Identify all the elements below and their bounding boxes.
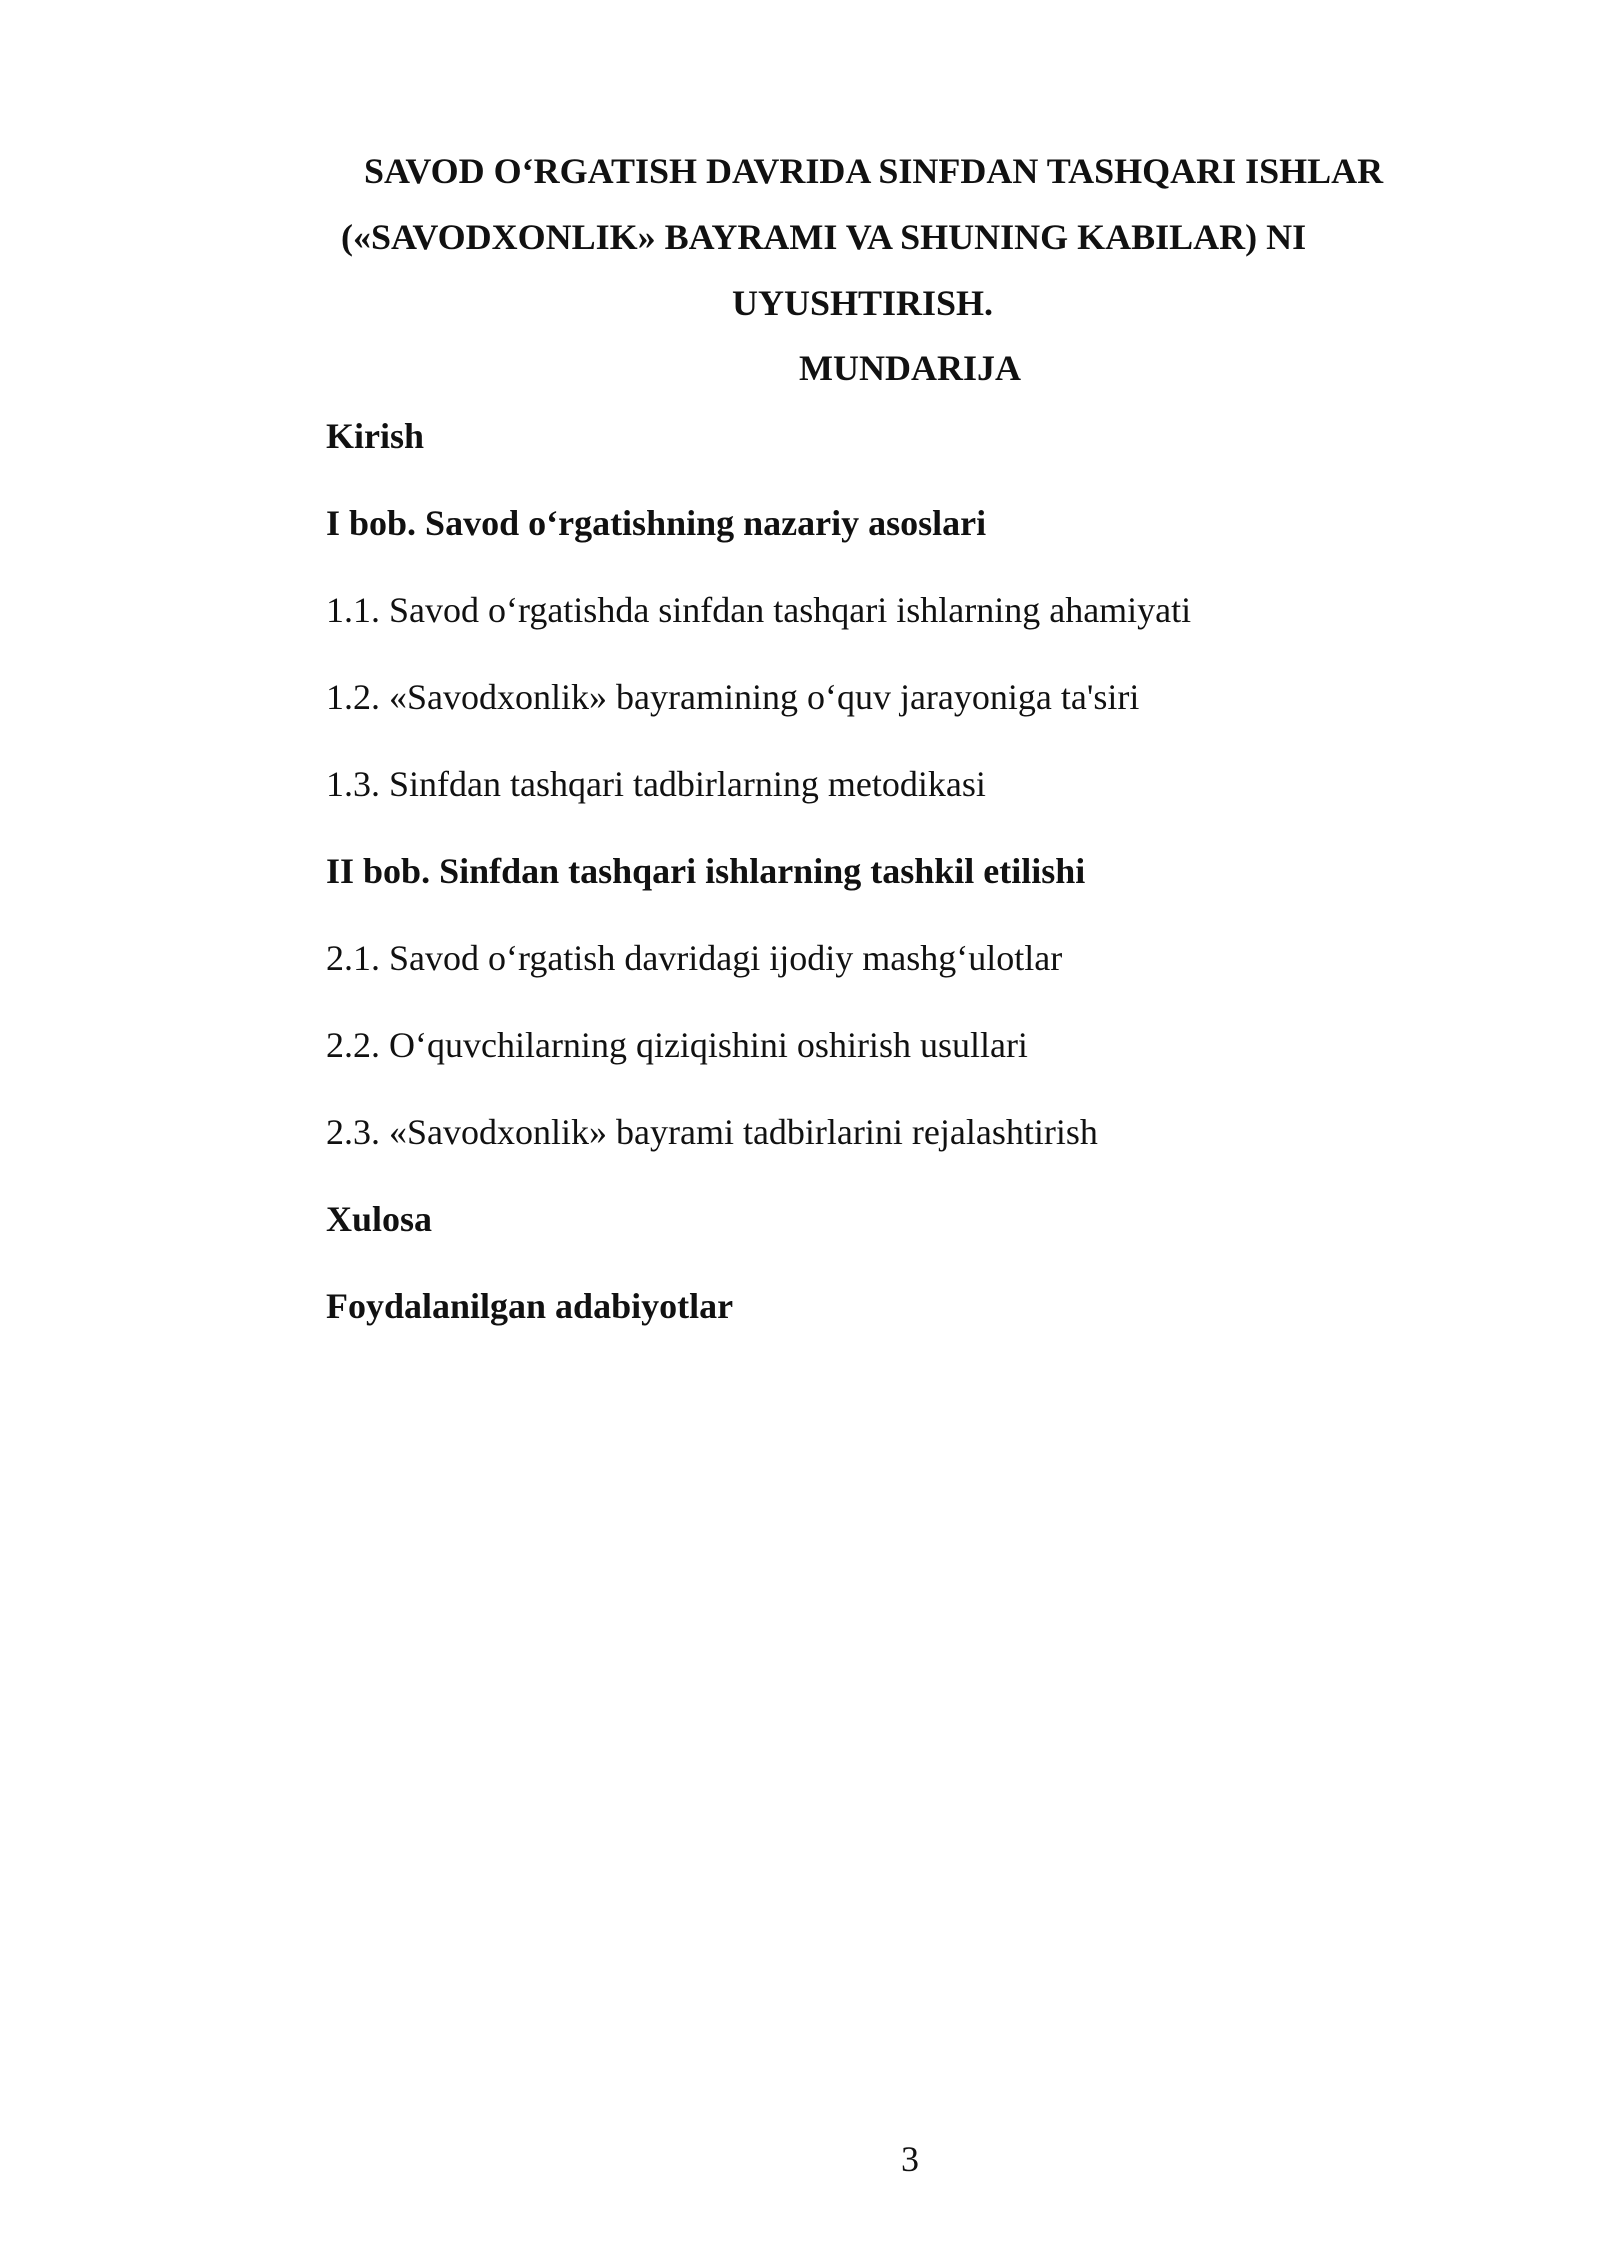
toc-item-section-1-3: 1.3. Sinfdan tashqari tadbirlarning metodikasi (326, 764, 986, 804)
contents-heading: MUNDARIJA (799, 348, 1021, 388)
page-number: 3 (901, 2139, 919, 2179)
title-line-2: («SAVODXONLIK» BAYRAMI VA SHUNING KABILAR) NI (341, 217, 1307, 257)
toc-item-chapter-2: II bob. Sinfdan tashqari ishlarning tashkil etilishi (326, 851, 1086, 891)
toc-item-chapter-1: I bob. Savod o‘rgatishning nazariy asoslari (326, 503, 987, 543)
toc-item-section-2-3: 2.3. «Savodxonlik» bayrami tadbirlarini rejalashtirish (326, 1112, 1098, 1152)
toc-item-conclusion: Xulosa (326, 1199, 433, 1239)
title-line-1: SAVOD O‘RGATISH DAVRIDA SINFDAN TASHQARI ISHLAR (364, 151, 1384, 191)
toc-item-introduction: Kirish (326, 416, 425, 456)
toc-item-section-2-2: 2.2. O‘quvchilarning qiziqishini oshirish usullari (326, 1025, 1028, 1065)
toc-item-section-1-2: 1.2. «Savodxonlik» bayramining o‘quv jarayoniga ta'siri (326, 677, 1140, 717)
toc-item-section-1-1: 1.1. Savod o‘rgatishda sinfdan tashqari ishlarning ahamiyati (326, 590, 1192, 630)
toc-item-references: Foydalanilgan adabiyotlar (326, 1286, 734, 1326)
toc-item-section-2-1: 2.1. Savod o‘rgatish davridagi ijodiy mashg‘ulotlar (326, 938, 1063, 978)
title-line-3: UYUSHTIRISH. (731, 283, 994, 323)
